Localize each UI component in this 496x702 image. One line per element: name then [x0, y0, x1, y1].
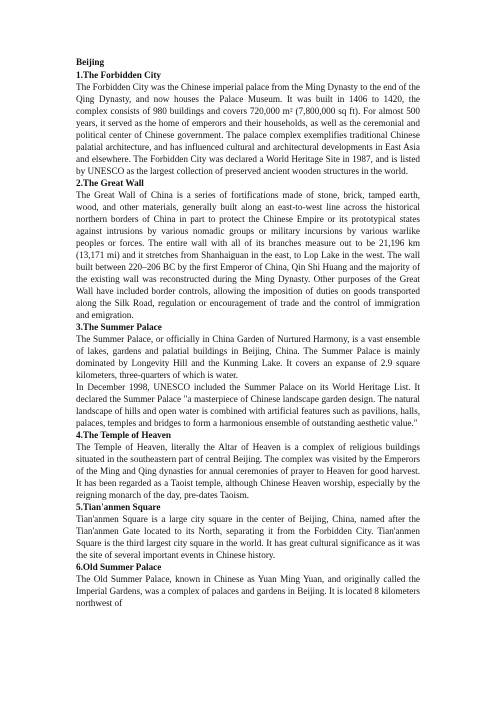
- section-heading: 5.Tian'anmen Square: [76, 502, 161, 512]
- section-paragraph: The Summer Palace, or officially in China Garden of Nurtured Harmony, is a vast ensemble of lakes, gardens and palatial buildings in Beijing, China. The Summer Palace is mainly dominated by Longevity Hill and the Kunming Lake. It covers an expanse of 2.9 square kilometers, three-quarters of which is water.: [76, 334, 420, 380]
- document-title: Beijing: [76, 57, 105, 67]
- section-paragraph: The Forbidden City was the Chinese imperial palace from the Ming Dynasty to the end of the Qing Dynasty, and now houses the Palace Museum. It was built in 1406 to 1420, the complex consists of 980 buildings and covers 720,000 m² (7,800,000 sq ft). For almost 500 years, it served as the home of emperors and their households, as well as the ceremonial and political center of Chinese government. The palace complex exemplifies traditional Chinese palatial architecture, and has influenced cultural and architectural developments in East Asia and elsewhere. The Forbidden City was declared a World Heritage Site in 1987, and is listed by UNESCO as the largest collection of preserved ancient wooden structures in the world.: [76, 82, 420, 176]
- section-paragraph: Tian'anmen Square is a large city square in the center of Beijing, China, named after the Tian'anmen Gate located to its North, separating it from the Forbidden City. Tian'anmen Square is the third largest city square in the world. It has great cultural significance as it was the site of several important events in Chinese history.: [76, 514, 420, 560]
- section-forbidden-city: [76, 69, 420, 177]
- section-paragraph: The Temple of Heaven, literally the Altar of Heaven is a complex of religious buildings situated in the southeastern part of central Beijing. The complex was visited by the Emperors of the Ming and Qing dynasties for annual ceremonies of prayer to Heaven for good harvest. It has been regarded as a Taoist temple, although Chinese Heaven worship, especially by the reigning monarch of the day, pre-dates Taoism.: [76, 442, 420, 500]
- section-heading: 2.The Great Wall: [76, 178, 144, 188]
- section-heading: 6.Old Summer Palace: [76, 562, 162, 572]
- section-great-wall: [76, 177, 420, 321]
- section-heading: 4.The Temple of Heaven: [76, 430, 171, 440]
- section-summer-palace: [76, 321, 420, 429]
- section-paragraph: The Old Summer Palace, known in Chinese as Yuan Ming Yuan, and originally called the Imperial Gardens, was a complex of palaces and gardens in Beijing. It is located 8 kilometers northwest of: [76, 574, 420, 608]
- section-paragraph: The Great Wall of China is a series of fortifications made of stone, brick, tamped earth, wood, and other materials, generally built along an east-to-west line across the historical northern borders of China in part to protect the Chinese Empire or its prototypical states against intrusions by various nomadic groups or military incursions by various warlike peoples or forces. The entire wall with all of its branches measure out to be 21,196 km (13,171 mi) and it stretches from Shanhaiguan in the east, to Lop Lake in the west. The wall built between 220–206 BC by the first Emperor of China, Qin Shi Huang and the majority of the existing wall was reconstructed during the Ming Dynasty. Other purposes of the Great Wall have included border controls, allowing the imposition of duties on goods transported along the Silk Road, regulation or encouragement of trade and the control of immigration and emigration.: [76, 190, 420, 320]
- section-tiananmen-square: [76, 501, 420, 561]
- section-temple-of-heaven: [76, 429, 420, 501]
- section-old-summer-palace: [76, 561, 420, 609]
- section-heading: 1.The Forbidden City: [76, 70, 161, 80]
- section-heading: 3.The Summer Palace: [76, 322, 162, 332]
- section-paragraph: In December 1998, UNESCO included the Summer Palace on its World Heritage List. It declared the Summer Palace "a masterpiece of Chinese landscape garden design. The natural landscape of hills and open water is combined with artificial features such as pavilions, halls, palaces, temples and bridges to form a harmonious ensemble of outstanding aesthetic value.": [76, 382, 420, 428]
